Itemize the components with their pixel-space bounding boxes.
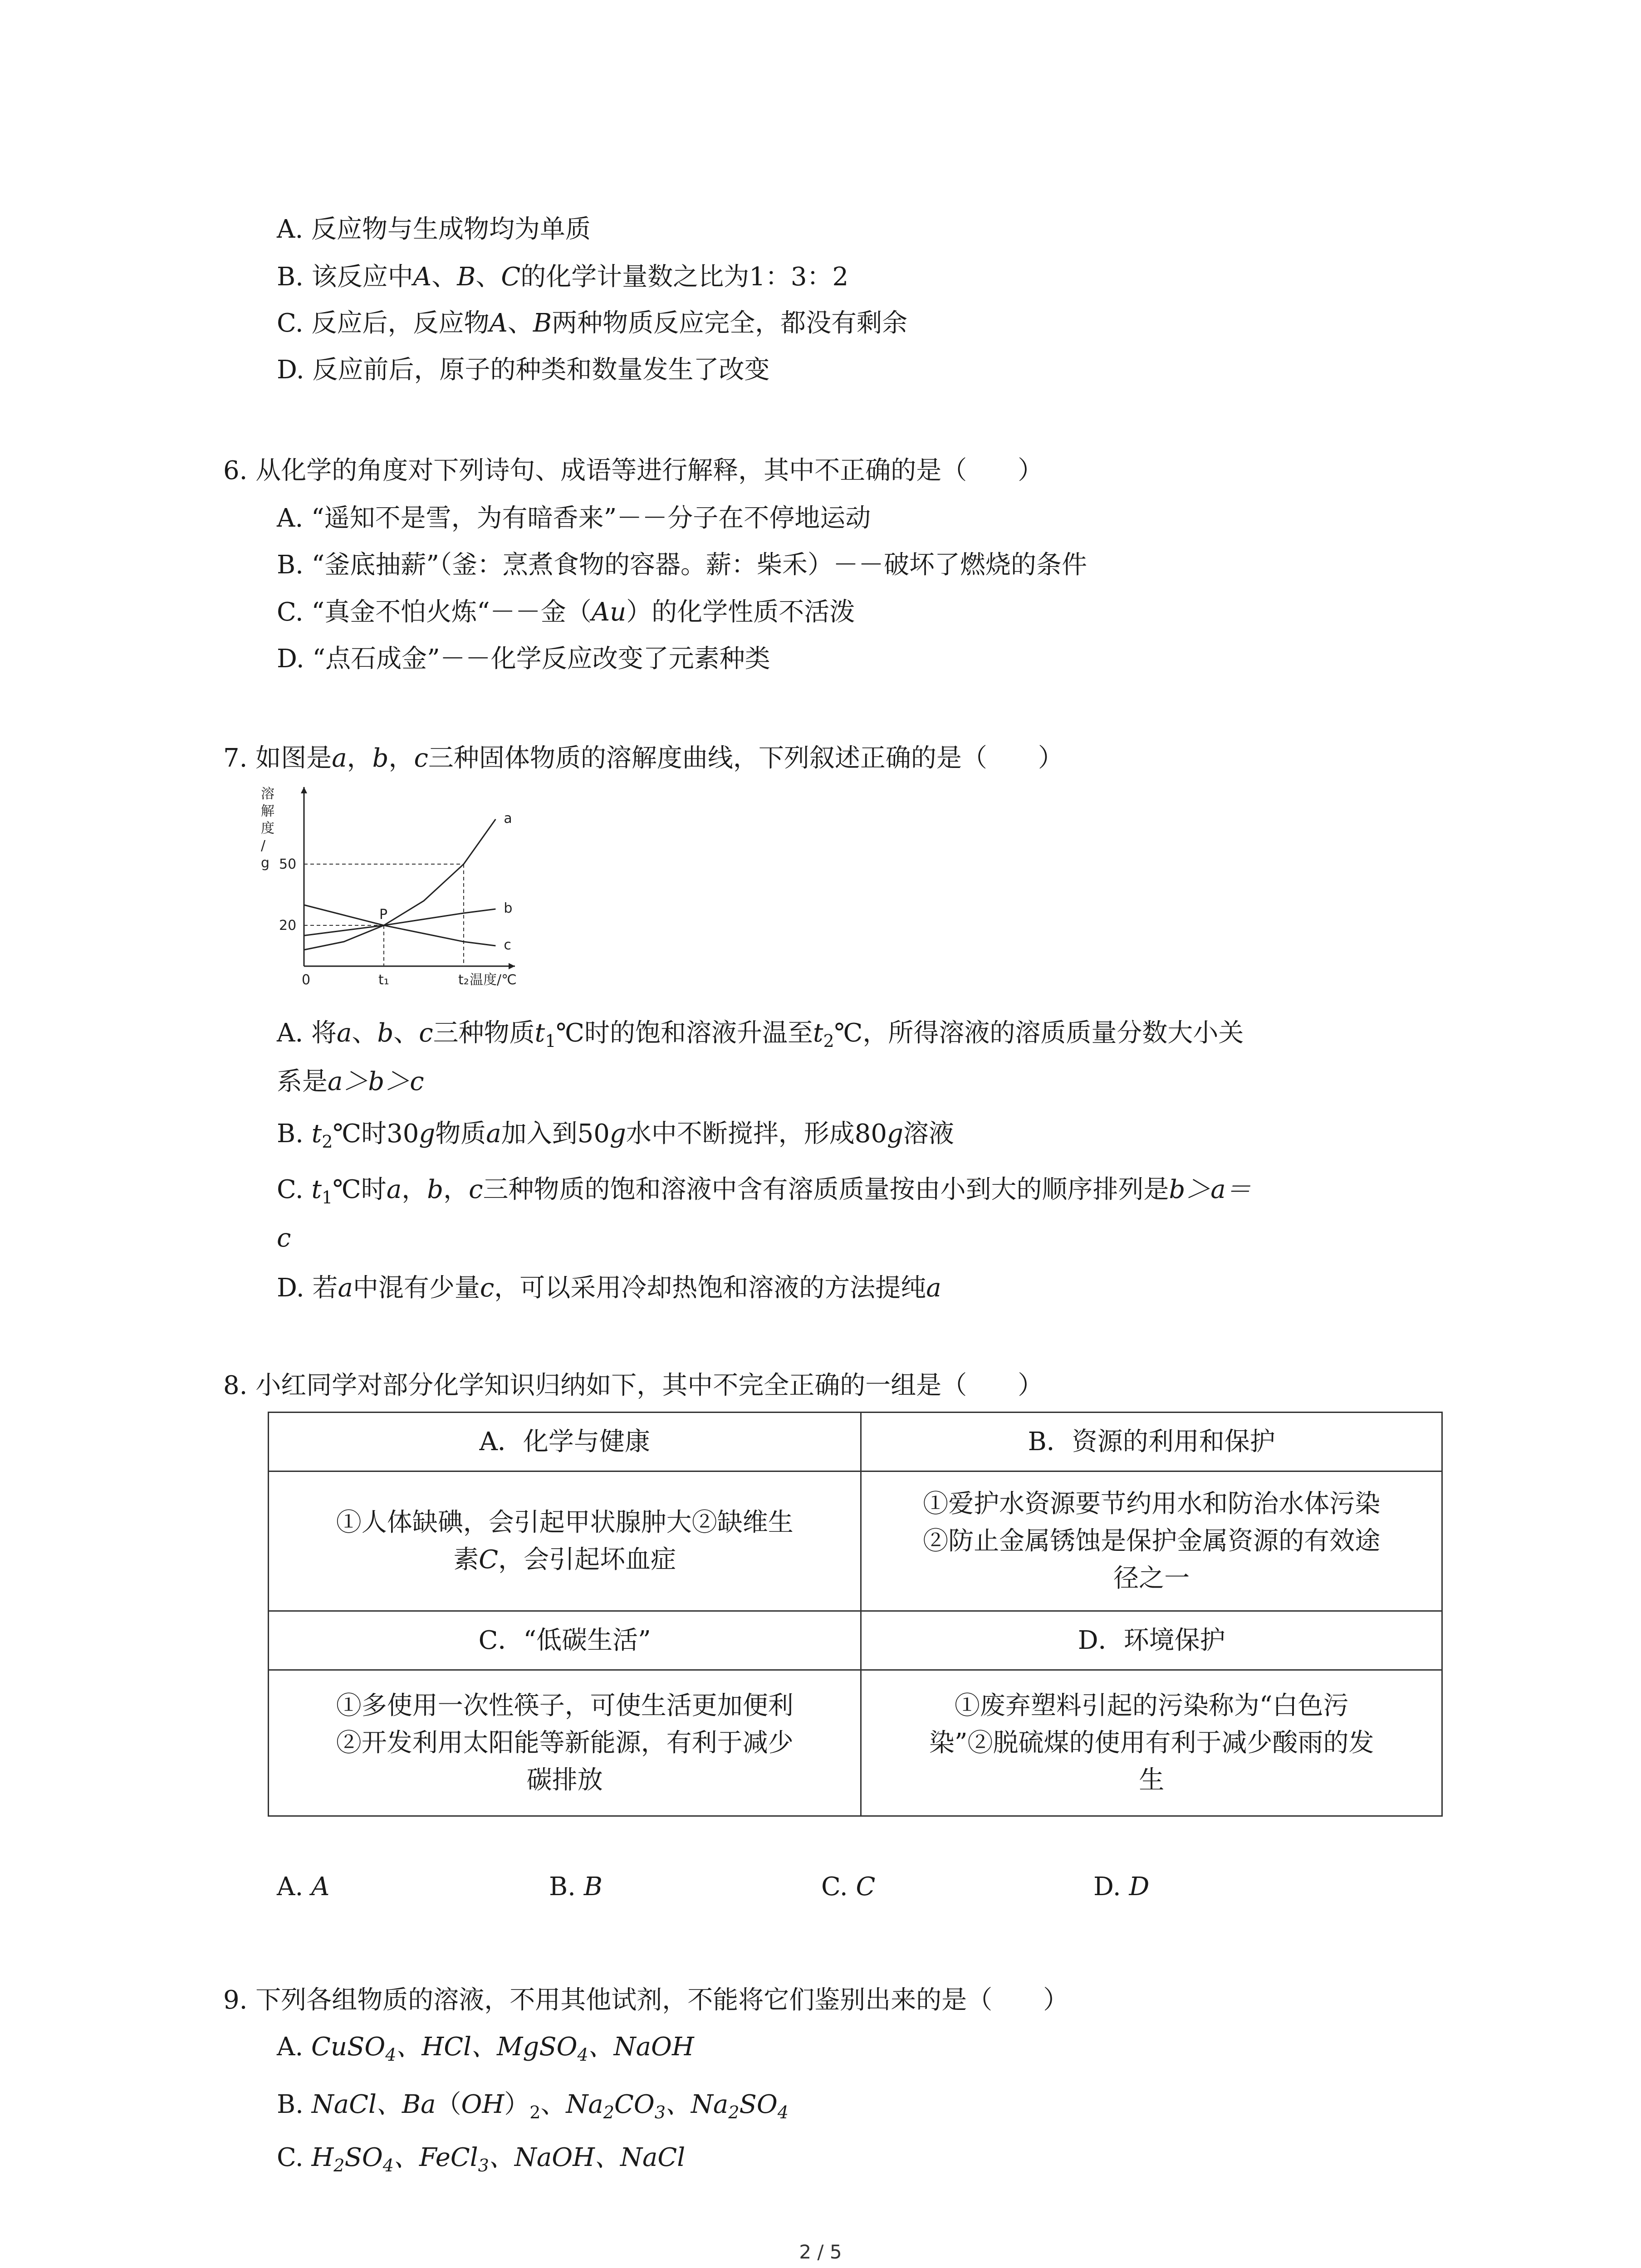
series-b-curve [304,909,495,936]
y-axis-label: 溶解度/ g [261,786,274,871]
q6-option-b: B. “釜底抽薪”（釜：烹煮食物的容器。薪：柴禾）－－破坏了燃烧的条件 [277,550,1087,580]
q5-option-d: D. 反应前后，原子的种类和数量发生了改变 [277,355,770,385]
table-head-b: B．资源的利用和保护 [861,1413,1442,1471]
x-tick-label: t₁ [378,972,389,988]
table-body-c: ①多使用一次性筷子，可使生活更加便利 ②开发利用太阳能等新能源，有利于减少 碳排放 [269,1670,861,1816]
page-number: 2 / 5 [799,2241,842,2263]
x-tick-label: t₂ [458,972,469,988]
q5-option-c: C. 反应后，反应物A、B两种物质反应完全，都没有剩余 [277,308,908,338]
table-body-d: ①废弃塑料引起的污染称为“白色污 染”②脱硫煤的使用有利于减少酸雨的发 生 [861,1670,1442,1816]
q7-option-c-line2: c [277,1223,291,1253]
q7-option-d: D. 若a中混有少量c，可以采用冷却热饱和溶液的方法提纯a [277,1273,941,1303]
y-tick-label: 20 [279,918,297,934]
series-c-label: c [504,937,511,953]
point-p-label: P [379,907,388,923]
q6-option-d: D. “点石成金”－－化学反应改变了元素种类 [277,644,770,674]
table-head-d: D．环境保护 [861,1611,1442,1670]
q6-option-c: C. “真金不怕火炼“－－金（Au）的化学性质不活泼 [277,597,855,627]
series-b-label: b [504,900,513,916]
q7-stem: 7. 如图是a，b，c三种固体物质的溶解度曲线，下列叙述正确的是（ ） [223,743,1063,773]
q5-option-b: B. 该反应中A、B、C的化学计量数之比为1：3：2 [277,262,849,292]
q8-answer-d: D. D [1093,1872,1150,1901]
series-a-curve [304,819,495,950]
q6-stem: 6. 从化学的角度对下列诗句、成语等进行解释，其中不正确的是（ ） [223,456,1043,485]
q8-answer-b: B. B [549,1872,603,1901]
q5-option-a: A. 反应物与生成物均为单质 [277,215,591,244]
q9-stem: 9. 下列各组物质的溶液，不用其他试剂，不能将它们鉴别出来的是（ ） [223,1985,1069,2015]
q7-option-a-line2: 系是a＞b＞c [277,1067,424,1096]
q9-option-a: A. CuSO$_4$、HCl、MgSO$_4$、NaOH [277,2032,694,2065]
y-axis-arrow [301,787,307,793]
q8-answer-c: C. C [821,1872,876,1901]
table-head-a: A．化学与健康 [269,1413,861,1471]
x-axis-arrow [509,963,515,969]
q6-option-a: A. “遥知不是雪，为有暗香来”－－分子在不停地运动 [277,503,871,533]
q7-option-b: B. $t_2℃$时30g物质a加入到50g水中不断搅拌，形成80g溶液 [277,1119,954,1152]
q7-option-c-line1: C. $t_1℃$时a，b，c三种物质的饱和溶液中含有溶质质量按由小到大的顺序排列是b＞a＝ [277,1175,1251,1207]
table-head-c: C．“低碳生活” [269,1611,861,1670]
series-a-label: a [504,811,512,826]
solubility-chart [252,785,533,1007]
table-body-b: ①爱护水资源要节约用水和防治水体污染 ②防止金属锈蚀是保护金属资源的有效途 径之一 [861,1471,1442,1611]
y-tick-label: 50 [279,856,297,872]
q8-answer-a: A. A [277,1872,330,1901]
x-tick-label: 0 [302,972,311,988]
table-body-a: ①人体缺碘，会引起甲状腺肿大②缺维生 素C，会引起坏血症 [269,1471,861,1611]
q8-stem: 8. 小红同学对部分化学知识归纳如下，其中不完全正确的一组是（ ） [223,1371,1043,1400]
q9-option-b: B. NaCl、$Ba(OH)_2$、$Na_2CO_3$、$Na_2SO_4$ [277,2090,789,2122]
knowledge-table [268,1412,1443,1817]
q7-option-a-line1: A. 将a、b、c三种物质$t_1℃$时的饱和溶液升温至$t_2℃$，所得溶液的溶质质量分数大小关 [277,1018,1244,1051]
x-axis-label: 温度/℃ [470,972,517,988]
q9-option-c: C. $H_2SO_4$、FeCl$_3$、NaOH、NaCl [277,2143,686,2175]
